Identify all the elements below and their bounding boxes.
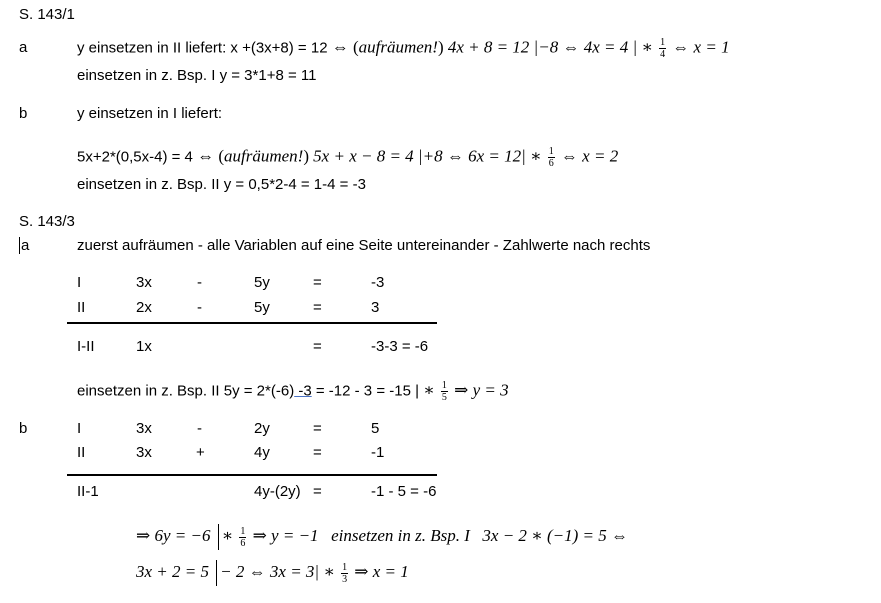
cell: II-1: [77, 483, 99, 500]
section-title-143-1: S. 143/1: [19, 6, 75, 23]
math-expr: 3x − 2 ∗ (−1) = 5 ⇔: [482, 525, 628, 545]
cell: I-II: [77, 338, 95, 355]
underlined-text: -3: [294, 382, 312, 400]
cell: =: [313, 420, 322, 437]
math-expr: ⇒ 6y = −6: [136, 525, 211, 545]
cell: -: [197, 274, 202, 291]
math-result: ⇔ x = 1: [672, 37, 730, 57]
math-word: aufräumen!: [358, 37, 438, 57]
math-text: einsetzen in z. Bsp. I: [331, 525, 470, 545]
text: einsetzen in z. Bsp. II 5y = 2*(-6): [77, 382, 295, 400]
text: 5x+2*(0,5x-4) = 4: [77, 148, 193, 166]
cell: 3x: [136, 444, 152, 461]
cell: II: [77, 299, 86, 316]
math-word: aufräumen!: [224, 146, 304, 166]
paren-open: (: [352, 37, 359, 57]
text: y einsetzen in II liefert: x +(3x+8) = 12: [77, 39, 328, 57]
cell: 5y: [254, 274, 270, 291]
line-s3b-solve: [136, 524, 628, 550]
text: = -12 - 3 = -15 |: [311, 382, 419, 400]
label-b: b: [19, 420, 28, 437]
cell: 1x: [136, 338, 152, 355]
math-result: ⇒ x = 1: [354, 561, 409, 581]
cell: 3: [371, 299, 380, 316]
cell: =: [313, 299, 322, 316]
fraction: $\frac{1}{6}$: [240, 525, 246, 549]
line-s1a-equation: y einsetzen in II liefert: x +(3x+8) = 12 ⇔ (aufräumen!) 4x + 8 = 12 |−8 ⇔ 4x = 4 | ∗ $\frac{1}{4}$ ⇔ x = 1: [77, 37, 730, 60]
divider-line: [67, 322, 437, 324]
line-s1b-intro: y einsetzen in I liefert:: [77, 105, 223, 122]
cell: -1 - 5 = -6: [371, 483, 437, 500]
cell: =: [313, 274, 322, 291]
label-a: a: [19, 39, 28, 56]
cell: 4y-(2y): [254, 483, 301, 500]
cell: =: [313, 444, 322, 461]
cell: -: [197, 299, 202, 316]
cell: 5: [371, 420, 380, 437]
math-star: ∗: [221, 525, 234, 545]
cell: II: [77, 444, 86, 461]
cell: -: [197, 420, 202, 437]
cell: I: [77, 274, 82, 291]
cell: -1: [371, 444, 385, 461]
cell: I: [77, 420, 82, 437]
math-expr: 5x + x − 8 = 4 |+8 ⇔ 6x = 12| ∗: [313, 146, 542, 166]
line-s3a-intro: zuerst aufräumen - alle Variablen auf eine Seite untereinander - Zahlwerte nach rechts: [77, 237, 651, 254]
fraction: $\frac{1}{6}$: [548, 146, 554, 169]
section-title-143-3: S. 143/3: [19, 213, 75, 230]
math-expr: 3x + 2 = 5: [136, 561, 209, 581]
cell: 4y: [254, 444, 270, 461]
line-s1b-equation: 5x+2*(0,5x-4) = 4 ⇔ (aufräumen!) 5x + x − 8 = 4 |+8 ⇔ 6x = 12| ∗ $\frac{1}{6}$ ⇔ x = 2: [77, 146, 619, 169]
math-expr: 4x + 8 = 12 |−8 ⇔ 4x = 4 | ∗: [447, 37, 653, 57]
cell: +: [196, 444, 205, 461]
cell: 2x: [136, 299, 152, 316]
label-b: b: [19, 105, 28, 122]
cell: =: [313, 338, 322, 355]
math-result: ⇒ y = 3: [454, 380, 509, 400]
fraction: $\frac{1}{3}$: [342, 561, 348, 585]
fraction: $\frac{1}{4}$: [660, 37, 666, 60]
cell: 5y: [254, 299, 270, 316]
cell: =: [313, 483, 322, 500]
math-star: ∗: [423, 380, 435, 400]
cell: 3x: [136, 274, 152, 291]
divider-line: [67, 474, 437, 476]
vertical-bar: [216, 560, 217, 586]
line-s1a-substitute: einsetzen in z. Bsp. I y = 3*1+8 = 11: [77, 67, 317, 84]
line-s3b-final: [136, 560, 409, 586]
vertical-bar: [218, 524, 219, 550]
cell: 3x: [136, 420, 152, 437]
text-cursor: [19, 237, 20, 254]
math-expr: ⇒ y = −1: [252, 525, 319, 545]
line-s1b-substitute: einsetzen in z. Bsp. II y = 0,5*2-4 = 1-4 = -3: [77, 176, 366, 193]
math-expr: − 2 ⇔ 3x = 3| ∗: [220, 561, 335, 581]
cell: -3: [371, 274, 385, 291]
fraction: $\frac{1}{5}$: [441, 380, 447, 403]
line-s3a-substitute: [77, 380, 509, 403]
cell: -3-3 = -6: [371, 338, 429, 355]
cell: 2y: [254, 420, 270, 437]
paren-close: ): [437, 37, 444, 57]
label-a: a: [21, 237, 30, 254]
math-result: ⇔ x = 2: [560, 146, 619, 166]
